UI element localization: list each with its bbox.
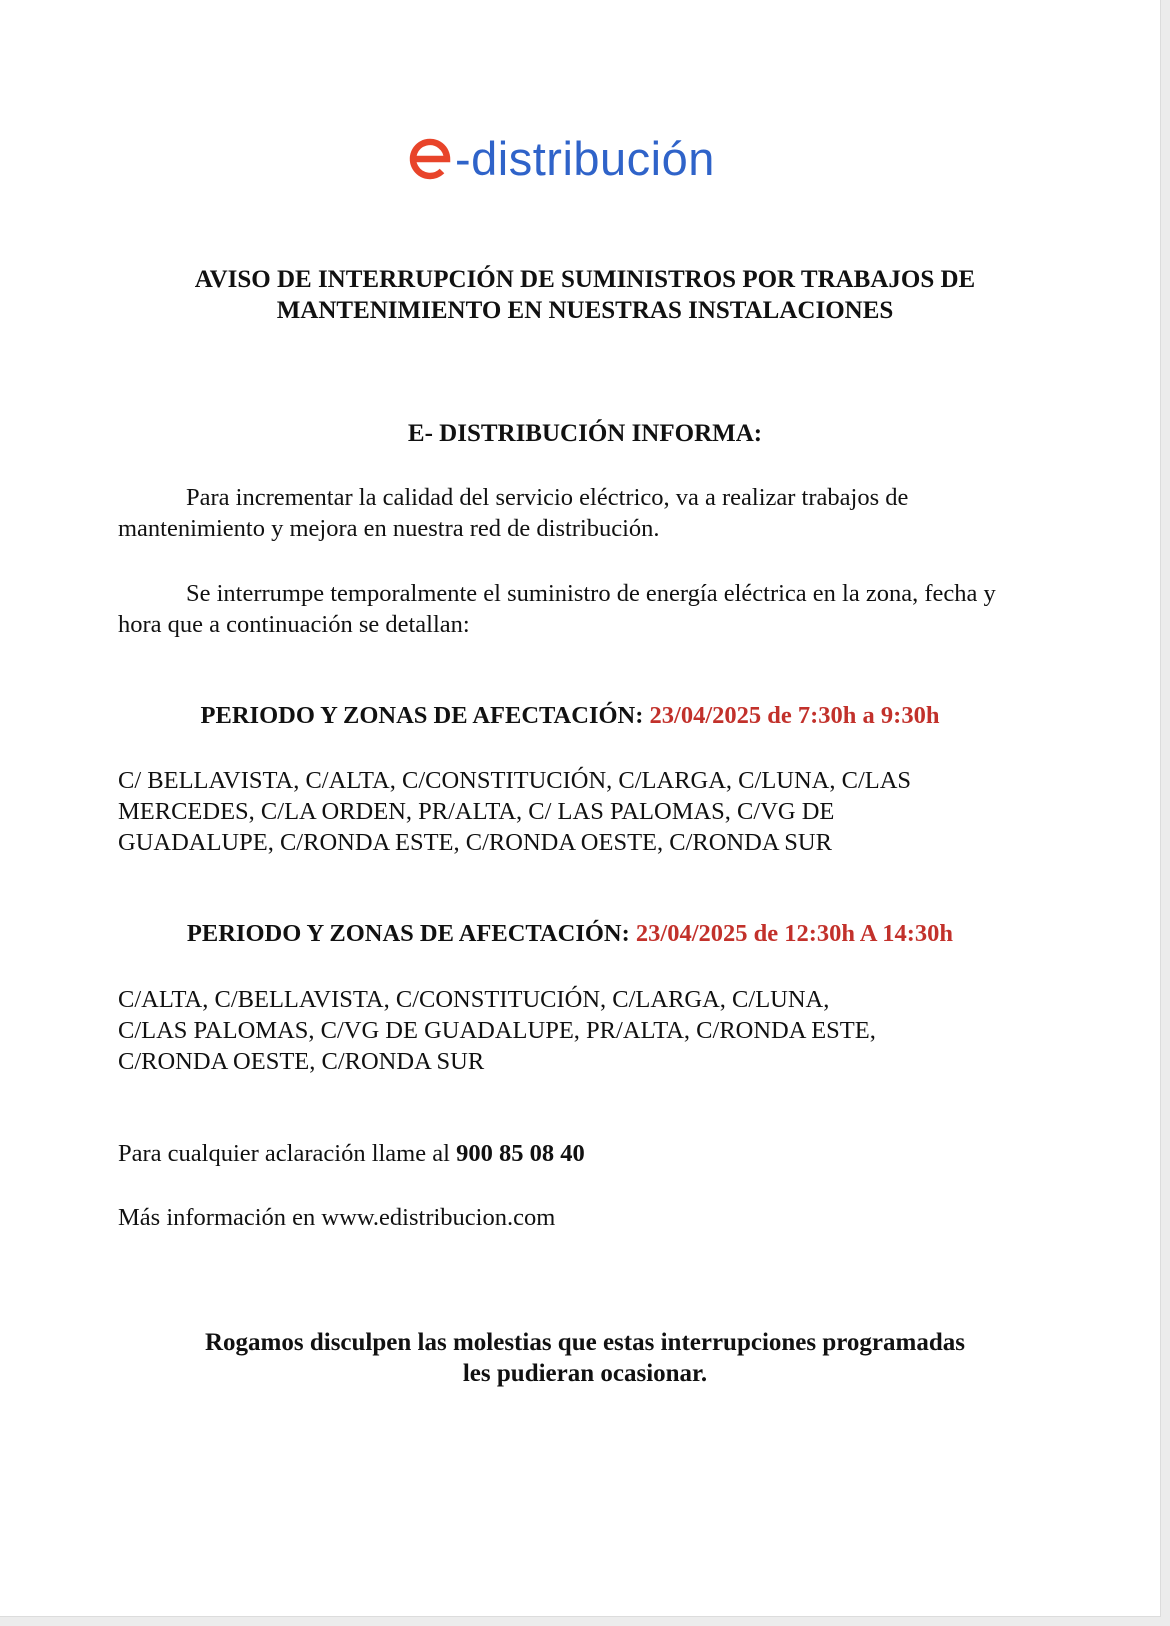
period-heading-1 [75,701,1065,731]
period-label: PERIODO Y ZONAS DE AFECTACIÓN: [186,920,630,947]
period-datetime: 23/04/2025 de 7:30h a 9:30h [649,702,940,729]
closing-line-1: Rogamos disculpen las molestias que estas interrupciones programadas [205,1329,965,1356]
logo-text: -distribución [455,131,715,185]
closing-line-2: les pudieran ocasionar. [462,1360,708,1387]
period-label: PERIODO Y ZONAS DE AFECTACIÓN: [200,702,644,729]
e-logo-icon [405,132,457,184]
intro-paragraph: Para incrementar la calidad del servicio eléctrico, va a realizar trabajos de mantenimiento y mejora en nuestra red de distribución. [118,484,909,542]
notice-title [90,264,1080,326]
more-info-line: Más información en www.edistribucion.com [118,1204,556,1231]
affected-streets-1 [118,765,1008,858]
phone-number: 900 85 08 40 [456,1140,585,1167]
title-line-1: AVISO DE INTERRUPCIÓN DE SUMINISTROS POR TRABAJOS DE [194,266,976,293]
closing-apology [90,1327,1080,1389]
streets-line: GUADALUPE, C/RONDA ESTE, C/RONDA OESTE, C/RONDA SUR [118,829,832,856]
streets-line: C/LAS PALOMAS, C/VG DE GUADALUPE, PR/ALTA, C/RONDA ESTE, [118,1017,876,1044]
streets-line: C/ BELLAVISTA, C/ALTA, C/CONSTITUCIÓN, C/LARGA, C/LUNA, C/LAS [118,767,912,794]
streets-line: C/ALTA, C/BELLAVISTA, C/CONSTITUCIÓN, C/LARGA, C/LUNA, [118,986,830,1013]
company-logo [405,128,715,188]
streets-line: C/RONDA OESTE, C/RONDA SUR [118,1048,485,1075]
contact-text: Para cualquier aclaración llame al [118,1140,450,1167]
streets-line: MERCEDES, C/LA ORDEN, PR/ALTA, C/ LAS PALOMAS, C/VG DE [118,798,835,825]
period-datetime: 23/04/2025 de 12:30h A 14:30h [635,920,954,947]
interruption-paragraph: Se interrumpe temporalmente el suministro de energía eléctrica en la zona, fecha y hora que a continuación se detallan: [118,580,996,638]
affected-streets-2 [118,984,1008,1077]
contact-line [118,1139,585,1169]
section-heading: E- DISTRIBUCIÓN INFORMA: [407,420,763,447]
period-heading-2 [75,919,1065,949]
title-line-2: MANTENIMIENTO EN NUESTRAS INSTALACIONES [276,297,894,324]
